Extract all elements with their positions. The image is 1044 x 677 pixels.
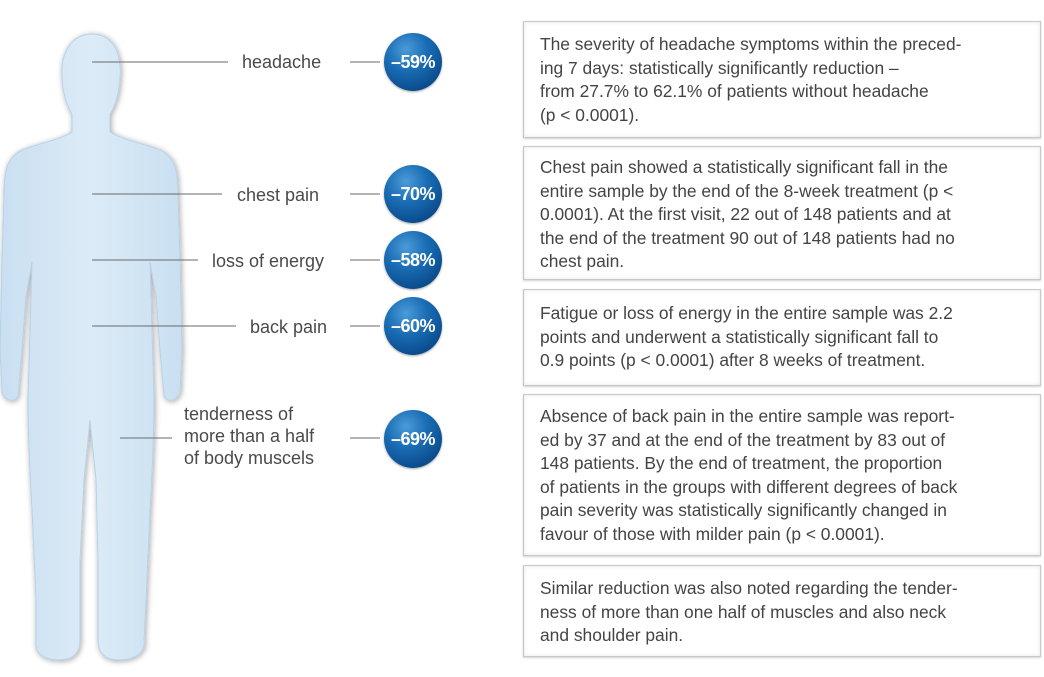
panel-text-line: favour of those with milder pain (p < 0.0001). [540, 523, 885, 544]
symptom-label-tenderness-line: of body muscels [184, 448, 315, 468]
panel-text-line: Chest pain showed a statistically significant fall in the [540, 157, 948, 177]
panel-text-line: chest pain. [540, 251, 625, 271]
symptom-label-tenderness-line: tenderness of [184, 404, 294, 424]
explanation-panel-headache [523, 21, 1041, 138]
reduction-badge-headache: –59% [384, 33, 442, 91]
panel-text-line: ness of more than one half of muscles and also neck [540, 601, 947, 622]
panel-text-line: pain severity was statistically significantly changed in [540, 500, 947, 520]
explanation-panel-tenderness [523, 565, 1041, 657]
panel-text-line: from 27.7% to 62.1% of patients without headache [540, 81, 929, 101]
panel-text-line: The severity of headache symptoms within the preced- [540, 34, 962, 54]
symptom-label-tenderness [184, 403, 314, 469]
panel-text-line: Absence of back pain in the entire sample was report- [540, 406, 955, 426]
leader-lines [0, 0, 380, 677]
explanation-panel-chest-pain [523, 146, 1041, 280]
symptom-label-chest-pain: chest pain [237, 185, 320, 205]
reduction-badge-chest-pain: –70% [384, 165, 442, 223]
symptom-label-back-pain: back pain [250, 317, 328, 337]
panel-text-line: 148 patients. By the end of treatment, the proportion [540, 453, 943, 473]
panel-text-line: ing 7 days: statistically significantly reduction – [540, 57, 899, 78]
panel-text-line: ed by 37 and at the end of the treatment by 83 out of [540, 429, 946, 450]
panel-text-line: of patients in the groups with different degrees of back [540, 476, 958, 497]
panel-text-line: points and underwent a statistically significant fall to [540, 326, 939, 347]
explanation-panel-back-pain [523, 394, 1041, 556]
explanation-panel-loss-of-energy [523, 289, 1041, 386]
panel-text-line: 0.9 points (p < 0.0001) after 8 weeks of treatment. [540, 350, 926, 370]
panel-text-line: Fatigue or loss of energy in the entire sample was 2.2 [540, 303, 953, 323]
panel-text-line: Similar reduction was also noted regarding the tender- [540, 578, 958, 598]
symptom-label-headache: headache [242, 52, 322, 72]
reduction-badge-loss-of-energy: –58% [384, 231, 442, 289]
reduction-badge-tenderness: –69% [384, 410, 442, 468]
panel-text-line: 0.0001). At the first visit, 22 out of 148 patients and at [540, 204, 951, 224]
panel-text-line: (p < 0.0001). [540, 104, 640, 125]
reduction-badge-back-pain: –60% [384, 297, 442, 355]
panel-text-line: and shoulder pain. [540, 625, 684, 645]
panel-text-line: entire sample by the end of the 8-week treatment (p < [540, 180, 954, 201]
symptom-label-tenderness-line: more than a half [184, 426, 315, 446]
symptom-label-loss-of-energy: loss of energy [212, 251, 325, 271]
panel-text-line: the end of the treatment 90 out of 148 patients had no [540, 227, 955, 248]
